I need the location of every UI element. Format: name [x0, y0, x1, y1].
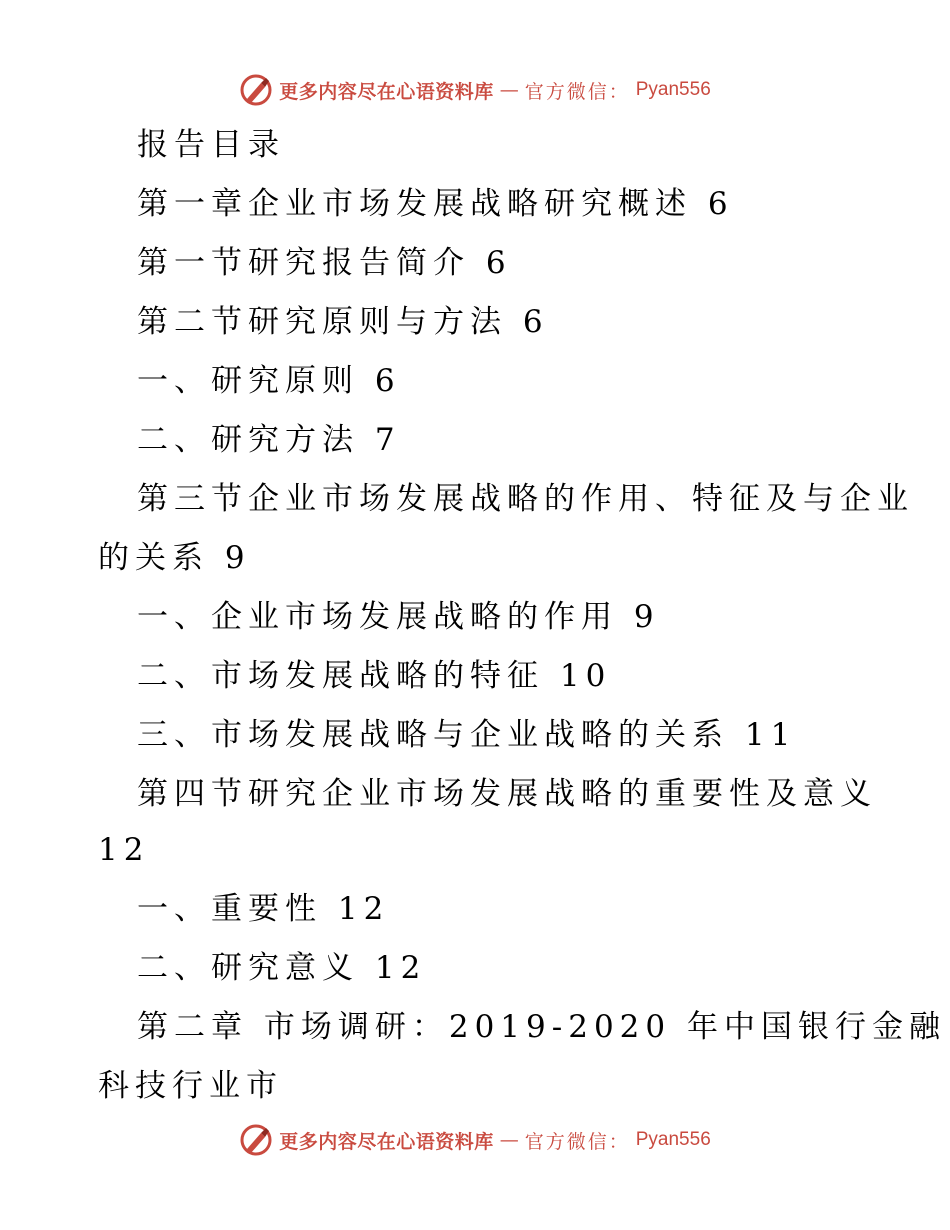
toc-line: 二、市场发展战略的特征 10: [137, 658, 612, 694]
toc-line: 二、研究意义 12: [137, 950, 427, 986]
header-banner-content: [239, 73, 711, 107]
toc-line: 第一章企业市场发展战略研究概述 6: [137, 186, 734, 222]
footer-banner-official: 官方微信：: [524, 1130, 630, 1153]
toc-line: 第一节研究报告简介 6: [137, 245, 512, 281]
footer-banner-dash: —: [499, 1129, 519, 1151]
pen-logo-icon: [239, 73, 273, 107]
toc-line: 第四节研究企业市场发展战略的重要性及意义: [137, 776, 877, 812]
header-banner-dash: —: [499, 79, 519, 101]
toc-line: 三、市场发展战略与企业战略的关系 11: [137, 717, 797, 753]
header-banner-id: Pyan556: [635, 79, 711, 100]
toc-line: 一、重要性 12: [137, 891, 390, 927]
toc-line: 第二节研究原则与方法 6: [137, 304, 549, 340]
toc-line-continued: 科技行业市: [98, 1068, 283, 1104]
header-banner: [0, 70, 950, 110]
toc-line: 一、企业市场发展战略的作用 9: [137, 599, 660, 635]
header-banner-text: 更多内容尽在心语资料库: [279, 80, 494, 103]
toc-line-continued: 的关系 9: [98, 540, 251, 576]
toc-line: 二、研究方法 7: [137, 422, 401, 458]
toc-line: 一、研究原则 6: [137, 363, 401, 399]
pen-logo-icon: [239, 1123, 273, 1157]
footer-banner: [0, 1120, 950, 1160]
toc-line: 第二章 市场调研：2019-2020 年中国银行金融: [137, 1009, 946, 1045]
toc-line-continued: 12: [98, 832, 150, 868]
footer-banner-id: Pyan556: [635, 1129, 711, 1150]
toc-line: 第三节企业市场发展战略的作用、特征及与企业: [137, 481, 914, 517]
toc-title: 报告目录: [137, 127, 285, 163]
footer-banner-content: [239, 1123, 711, 1157]
footer-banner-text: 更多内容尽在心语资料库: [279, 1130, 494, 1153]
header-banner-official: 官方微信：: [524, 80, 630, 103]
